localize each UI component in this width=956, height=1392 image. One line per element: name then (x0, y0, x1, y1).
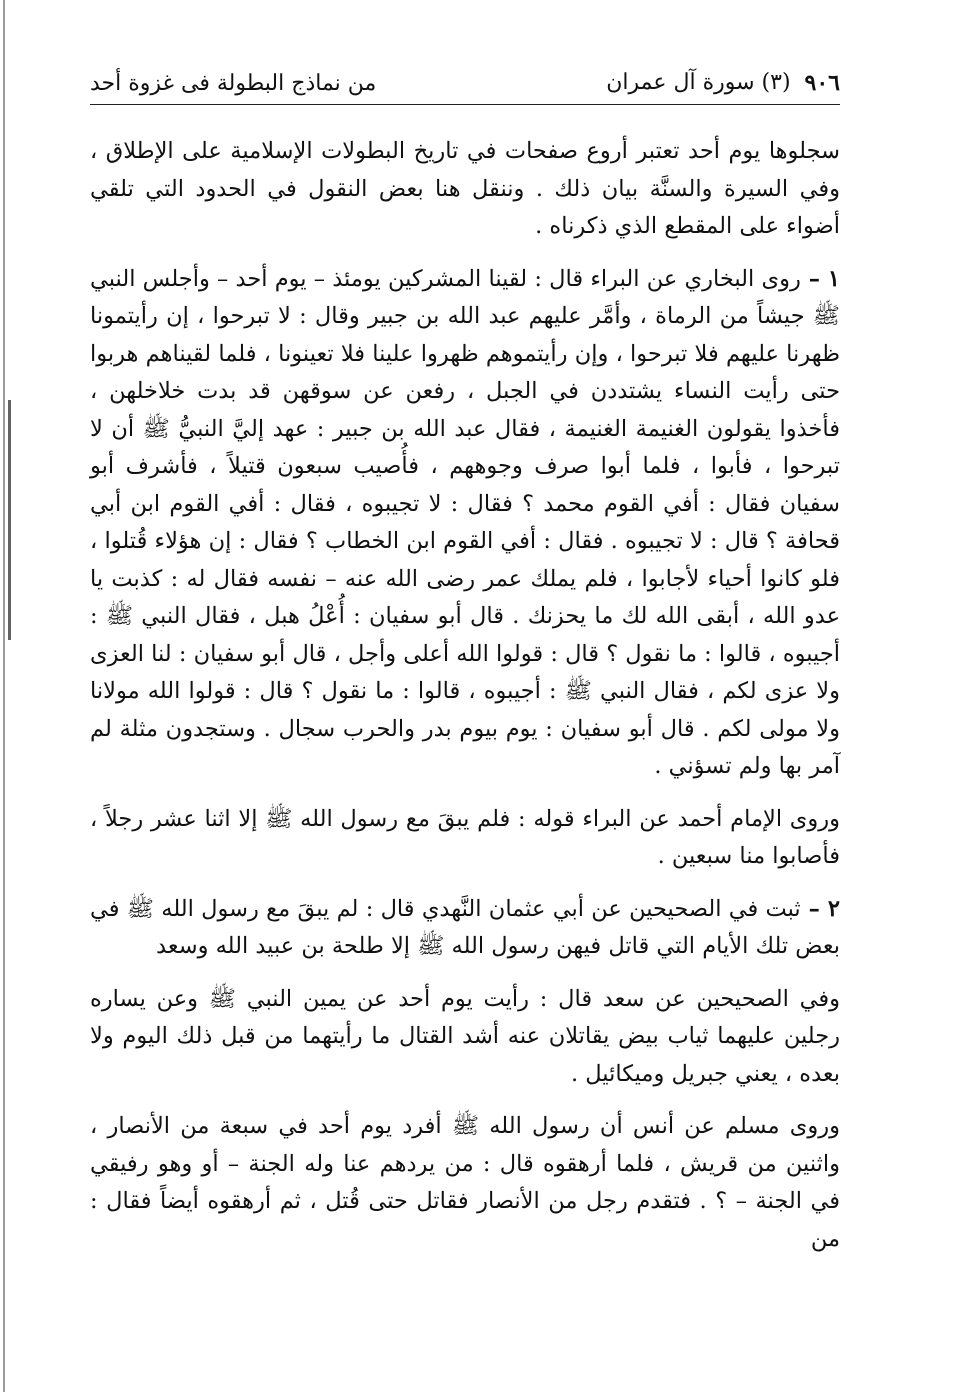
paragraph (90, 801, 840, 876)
header-right (606, 70, 840, 96)
paragraph-text: سجلوها يوم أحد تعتبر أروع صفحات في تاريخ البطولات الإسلامية على الإطلاق ، وفي السيرة والسنَّة بيان ذلك . وننقل هنا بعض النقول في الحدود التي تلقي أضواء على المقطع الذي ذكرناه . (90, 138, 840, 239)
page-number: ٩٠٦ (804, 70, 840, 96)
paragraph (90, 981, 840, 1094)
page-header (90, 70, 840, 105)
paragraph (90, 1108, 840, 1258)
book-page (90, 70, 840, 1273)
section-title: من نماذج البطولة فى غزوة أحد (90, 71, 377, 96)
paragraph-number: ٢ – (800, 895, 840, 922)
paragraph (90, 261, 840, 786)
paragraph-text: ثبت في الصحيحين عن أبي عثمان النَّهدي قال : لم يبقَ مع رسول الله ﷺ في بعض تلك الأيام التي قاتل فيهن رسول الله ﷺ إلا طلحة بن عبيد الله وسعد (90, 895, 840, 959)
page-body (90, 133, 840, 1258)
paragraph (90, 891, 840, 966)
binding-edge (3, 0, 5, 1392)
paragraph-text: وروى الإمام أحمد عن البراء قوله : فلم يبقَ مع رسول الله ﷺ إلا اثنا عشر رجلاً ، فأصابوا منا سبعين . (90, 805, 840, 869)
paragraph (90, 133, 840, 246)
paragraph-number: ١ – (800, 265, 840, 292)
paragraph-text: وفي الصحيحين عن سعد قال : رأيت يوم أحد عن يمين النبي ﷺ وعن يساره رجلين عليهما ثياب بيض يقاتلان عنه أشد القتال ما رأيتهما من قبل ذلك اليوم ولا بعده ، يعني جبريل وميكائيل . (90, 985, 840, 1087)
binding-shadow (8, 400, 11, 640)
paragraph-text: روى البخاري عن البراء قال : لقينا المشركين يومئذ – يوم أحد – وأجلس النبي ﷺ جيشاً من الرماة ، وأمَّر عليهم عبد الله بن جبير وقال : لا تبرحوا ، إن رأيتمونا ظهرنا عليهم فلا تبرحوا ، وإن رأيتموهم ظهروا علينا فلا تعينونا ، فلما لقيناهم هربوا حتى رأيت النساء يشتددن في الجبل ، رفعن عن سوقهن قد بدت خلاخلهن ، فأخذوا يقولون الغنيمة الغنيمة ، فقال عبد الله بن جبير : عهد إليَّ النبيُّ ﷺ أن لا تبرحوا ، فأبوا ، فلما أبوا صرف وجوههم ، فأُصيب سبعون قتيلاً ، فأشرف أبو سفيان فقال : أفي القوم محمد ؟ فقال : لا تجيبوه ، فقال : أفي القوم ابن أبي قحافة ؟ قال : لا تجيبوه . فقال : أفي القوم ابن الخطاب ؟ فقال : إن هؤلاء قُتلوا ، فلو كانوا أحياء لأجابوا ، فلم يملك عمر رضى الله عنه – نفسه فقال له : كذبت يا عدو الله ، أبقى الله لك ما يحزنك . قال أبو سفيان : أُعْلُ هبل ، فقال النبي ﷺ : أجيبوه ، قالوا : ما نقول ؟ قال : قولوا الله أعلى وأجل ، قال أبو سفيان : لنا العزى ولا عزى لكم ، فقال النبي ﷺ : أجيبوه ، قالوا : ما نقول ؟ قال : قولوا الله مولانا ولا مولى لكم . قال أبو سفيان : يوم بيوم بدر والحرب سجال . وستجدون مثلة لم آمر بها ولم تسؤني . (90, 265, 840, 779)
surah-title: (٣) سورة آل عمران (606, 70, 791, 95)
paragraph-text: وروى مسلم عن أنس أن رسول الله ﷺ أفرد يوم أحد في سبعة من الأنصار ، واثنين من قريش ، فلما أرهقوه قال : من يردهم عنا وله الجنة – أو وهو رفيقي في الجنة – ؟ . فتقدم رجل من الأنصار فقاتل حتى قُتل ، ثم أرهقوه أيضاً فقال : من (90, 1113, 840, 1252)
